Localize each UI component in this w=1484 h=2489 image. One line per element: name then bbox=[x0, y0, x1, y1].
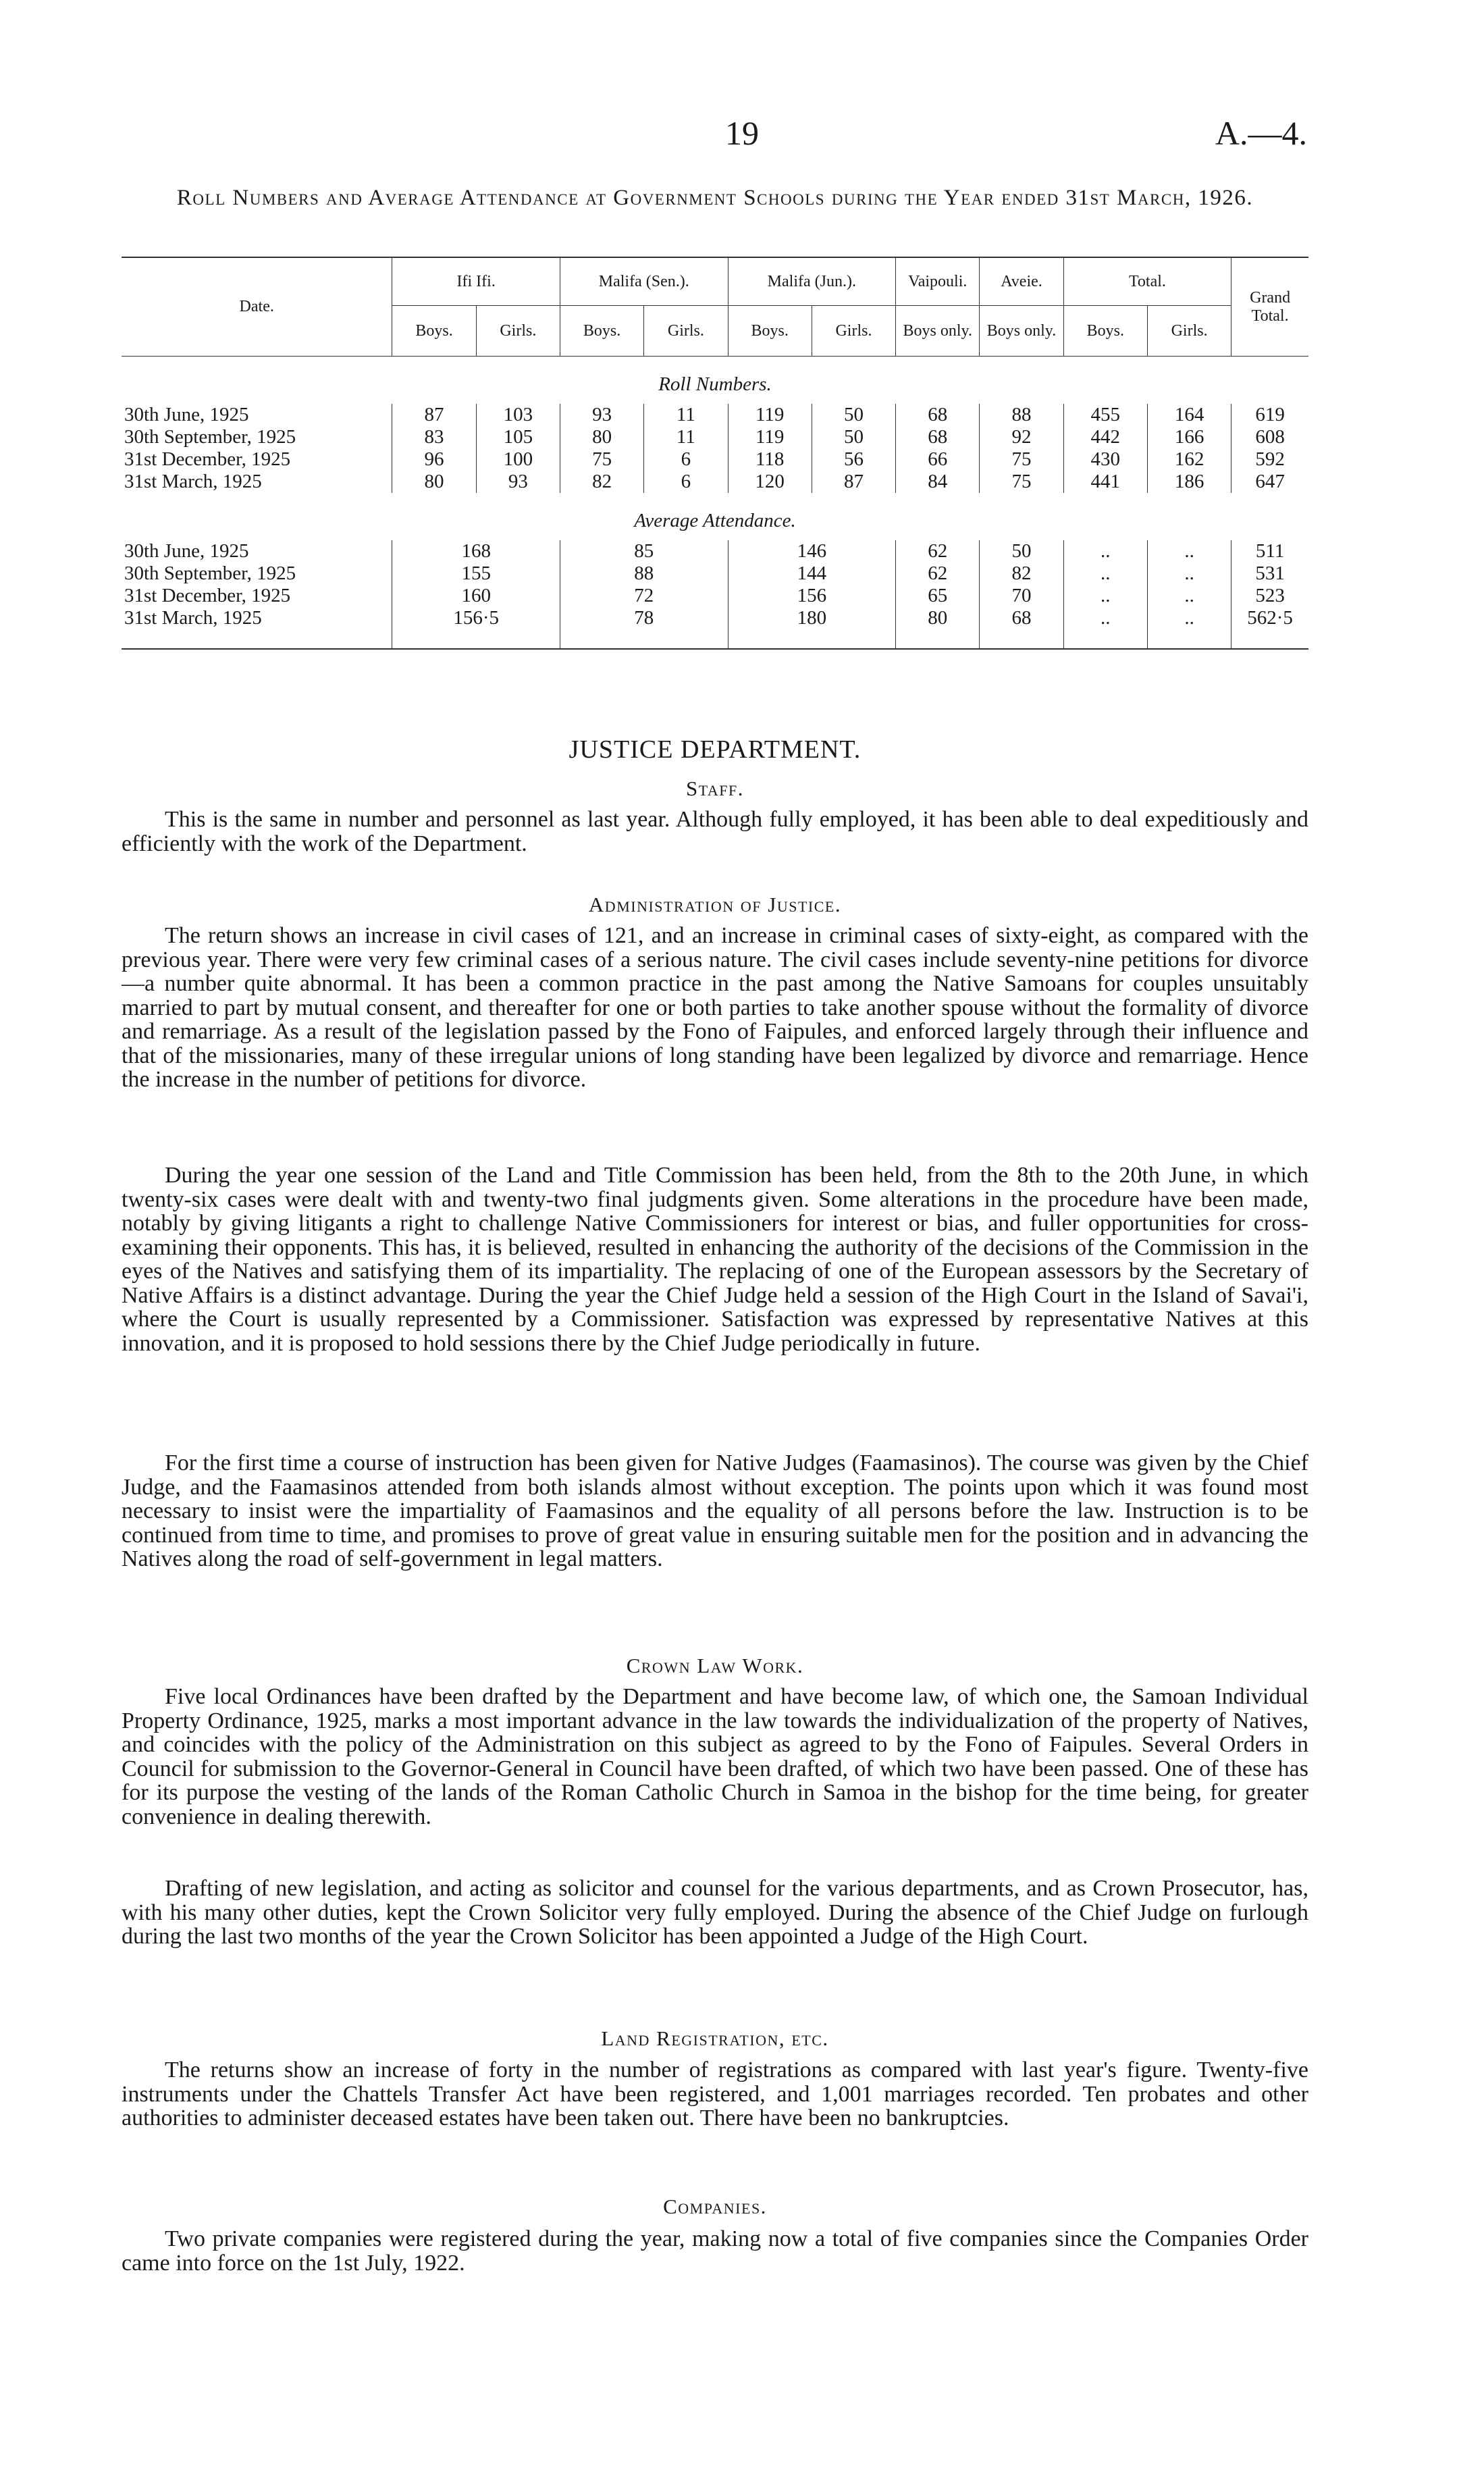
table-cell: 6 bbox=[644, 448, 728, 471]
paragraph-administration-3: For the first time a course of instruction has been given for Native Judges (Faamasinos). The course was given by the Chief Judge, and the Faamasinos attended from both islands almost without exception. The points upon which it was found most necessary to insist were the impartiality of Faamasinos and the equality of all persons before the law. Instruction is to be continued from time to time, and promises to prove of great value in ensuring suitable men for the position and in advancing the Natives along the road of self-government in legal matters. bbox=[122, 1450, 1308, 1571]
section-heading-justice: JUSTICE DEPARTMENT. bbox=[568, 735, 862, 764]
table-cell: 68 bbox=[980, 607, 1063, 629]
table-cell: 75 bbox=[980, 471, 1063, 493]
table-cell: .. bbox=[1147, 607, 1231, 629]
table-cell: 82 bbox=[980, 562, 1063, 585]
section-heading-crown-law: Crown Law Work. bbox=[626, 1654, 804, 1677]
section-heading-companies: Companies. bbox=[663, 2195, 767, 2218]
page-number: 19 bbox=[725, 114, 759, 152]
table-cell: 511 bbox=[1231, 540, 1308, 562]
table-cell: 75 bbox=[560, 448, 643, 471]
table-cell: .. bbox=[1063, 607, 1147, 629]
boys-header: Boys. bbox=[560, 306, 643, 357]
table-cell: 80 bbox=[560, 426, 643, 448]
table-cell: 11 bbox=[644, 426, 728, 448]
girls-header: Girls. bbox=[812, 306, 895, 357]
group-header-malifa-jun: Malifa (Jun.). bbox=[728, 257, 896, 306]
table-cell: 85 bbox=[560, 540, 728, 562]
table-cell: 430 bbox=[1063, 448, 1147, 471]
table-row bbox=[122, 562, 1308, 585]
table-cell: 11 bbox=[644, 404, 728, 426]
table-cell: .. bbox=[1063, 562, 1147, 585]
table-cell: 162 bbox=[1147, 448, 1231, 471]
table-cell: 103 bbox=[476, 404, 560, 426]
table-cell: 619 bbox=[1231, 404, 1308, 426]
table-cell: .. bbox=[1147, 585, 1231, 607]
boys-only-header: Boys only. bbox=[980, 306, 1063, 357]
table-cell: 156·5 bbox=[392, 607, 560, 629]
boys-only-header: Boys only. bbox=[896, 306, 980, 357]
average-attendance-label: Average Attendance. bbox=[634, 509, 796, 531]
table-cell: 93 bbox=[476, 471, 560, 493]
table-cell: .. bbox=[1147, 562, 1231, 585]
table-cell: 75 bbox=[980, 448, 1063, 471]
table-cell: 186 bbox=[1147, 471, 1231, 493]
boys-header: Boys. bbox=[392, 306, 476, 357]
table-cell: 68 bbox=[896, 404, 980, 426]
table-cell: 180 bbox=[728, 607, 896, 629]
table-cell: 87 bbox=[812, 471, 895, 493]
row-date: 31st March, 1925 bbox=[124, 607, 262, 629]
table-cell: 88 bbox=[980, 404, 1063, 426]
row-date: 31st March, 1925 bbox=[124, 471, 262, 492]
table-cell: 156 bbox=[728, 585, 896, 607]
table-cell: 455 bbox=[1063, 404, 1147, 426]
group-header-aveie: Aveie. bbox=[980, 257, 1063, 306]
group-header-total: Total. bbox=[1063, 257, 1231, 306]
roll-numbers-label: Roll Numbers. bbox=[658, 373, 772, 395]
table-cell: 93 bbox=[560, 404, 643, 426]
row-date: 30th June, 1925 bbox=[124, 404, 249, 425]
table-cell: 441 bbox=[1063, 471, 1147, 493]
row-date: 30th September, 1925 bbox=[124, 562, 296, 584]
table-cell: 56 bbox=[812, 448, 895, 471]
group-header-malifa-sen: Malifa (Sen.). bbox=[560, 257, 728, 306]
table-cell: 50 bbox=[980, 540, 1063, 562]
table-cell: 144 bbox=[728, 562, 896, 585]
table-cell: 87 bbox=[392, 404, 476, 426]
table-cell: 68 bbox=[896, 426, 980, 448]
table-cell: 78 bbox=[560, 607, 728, 629]
boys-header: Boys. bbox=[1063, 306, 1147, 357]
group-header-vaipouli: Vaipouli. bbox=[896, 257, 980, 306]
table-cell: 50 bbox=[812, 404, 895, 426]
table-cell: 80 bbox=[392, 471, 476, 493]
table-cell: 70 bbox=[980, 585, 1063, 607]
table-row bbox=[122, 426, 1308, 448]
paragraph-companies: Two private companies were registered during the year, making now a total of five companies since the Companies Order came into force on the 1st July, 1922. bbox=[122, 2226, 1308, 2276]
girls-header: Girls. bbox=[1147, 306, 1231, 357]
table-cell: 442 bbox=[1063, 426, 1147, 448]
table-cell: 119 bbox=[728, 404, 812, 426]
paragraph-administration-1: The return shows an increase in civil cases of 121, and an increase in criminal cases of sixty-eight, as compared with the previous year. There were very few criminal cases of a serious nature. The civil cases include seventy-nine petitions for divorce—a number quite abnormal. It has been a common practice in the past among the Native Samoans for couples unsuitably married to part by mutual consent, and thereafter for one or both parties to take another spouse without the formality of divorce and remarriage. As a result of the legislation passed by the Fono of Faipules, and enforced largely through their influence and that of the missionaries, many of these irregular unions of long standing have been legalized by divorce and remarriage. Hence the increase in the number of petitions for divorce. bbox=[122, 923, 1308, 1092]
table-cell: 168 bbox=[392, 540, 560, 562]
table-cell: 6 bbox=[644, 471, 728, 493]
grand-total-header: Grand Total. bbox=[1231, 257, 1308, 357]
group-header-ifi-ifi: Ifi Ifi. bbox=[392, 257, 560, 306]
section-heading-staff: Staff. bbox=[685, 777, 745, 800]
girls-header: Girls. bbox=[644, 306, 728, 357]
table-cell: .. bbox=[1063, 540, 1147, 562]
table-row bbox=[122, 540, 1308, 562]
section-heading-administration: Administration of Justice. bbox=[588, 893, 842, 916]
table-cell: 608 bbox=[1231, 426, 1308, 448]
section-heading-land-registration: Land Registration, etc. bbox=[601, 2026, 829, 2050]
table-cell: 50 bbox=[812, 426, 895, 448]
row-date: 31st December, 1925 bbox=[124, 585, 291, 606]
table-cell: 66 bbox=[896, 448, 980, 471]
table-row bbox=[122, 404, 1308, 426]
row-date: 30th September, 1925 bbox=[124, 426, 296, 448]
table-cell: 155 bbox=[392, 562, 560, 585]
document-reference: A.—4. bbox=[1215, 114, 1307, 152]
date-header: Date. bbox=[122, 257, 392, 357]
boys-header: Boys. bbox=[728, 306, 812, 357]
paragraph-administration-2: During the year one session of the Land and Title Commission has been held, from the 8th to the 20th June, in which twenty-six cases were dealt with and twenty-two final judgments given. Some alterations in the procedure have been made, notably by giving litigants a right to challenge Native Commissioners for interest or bias, and fuller opportunities for cross-examining their opponents. This has, it is believed, resulted in enhancing the authority of the decisions of the Commission in the eyes of the Natives and satisfying them of its impartiality. The replacing of one of the European assessors by the Secretary of Native Affairs is a distinct advantage. During the year the Chief Judge held a session of the High Court in the Island of Savai'i, where the Court is usually represented by a Commissioner. Satisfaction was expressed by representative Natives at this innovation, and it is proposed to hold sessions there by the Chief Judge periodically in future. bbox=[122, 1163, 1308, 1356]
table-cell: 531 bbox=[1231, 562, 1308, 585]
attendance-table bbox=[122, 257, 1308, 650]
table-cell: .. bbox=[1063, 585, 1147, 607]
table-cell: 164 bbox=[1147, 404, 1231, 426]
table-cell: 96 bbox=[392, 448, 476, 471]
paragraph-crown-law-2: Drafting of new legislation, and acting as solicitor and counsel for the various departments, and as Crown Prosecutor, has, with his many other duties, kept the Crown Solicitor very fully employed. During the absence of the Chief Judge on furlough during the last two months of the year the Crown Solicitor has been appointed a Judge of the High Court. bbox=[122, 1876, 1308, 1949]
table-cell: 166 bbox=[1147, 426, 1231, 448]
table-cell: 72 bbox=[560, 585, 728, 607]
table-cell: 119 bbox=[728, 426, 812, 448]
table-cell: 84 bbox=[896, 471, 980, 493]
table-cell: 82 bbox=[560, 471, 643, 493]
table-cell: 592 bbox=[1231, 448, 1308, 471]
girls-header: Girls. bbox=[476, 306, 560, 357]
table-cell: 62 bbox=[896, 540, 980, 562]
table-row bbox=[122, 585, 1308, 607]
table-row bbox=[122, 607, 1308, 629]
table-cell: 146 bbox=[728, 540, 896, 562]
table-row bbox=[122, 448, 1308, 471]
table-cell: 88 bbox=[560, 562, 728, 585]
table-cell: 65 bbox=[896, 585, 980, 607]
table-cell: 105 bbox=[476, 426, 560, 448]
table-cell: 160 bbox=[392, 585, 560, 607]
table-cell: 92 bbox=[980, 426, 1063, 448]
table-cell: .. bbox=[1147, 540, 1231, 562]
table-cell: 562·5 bbox=[1231, 607, 1308, 629]
table-cell: 83 bbox=[392, 426, 476, 448]
table-cell: 647 bbox=[1231, 471, 1308, 493]
paragraph-crown-law-1: Five local Ordinances have been drafted by the Department and have become law, of which one, the Samoan Individual Property Ordinance, 1925, marks a most important advance in the law towards the individualization of the property of Natives, and coincides with the policy of the Administration on this subject as agreed to by the Fono of Faipules. Several Orders in Council for submission to the Governor-General in Council have been drafted, of which two have been passed. One of these has for its purpose the vesting of the lands of the Roman Catholic Church in Samoa in the bishop for the time being, for greater convenience in dealing therewith. bbox=[122, 1684, 1308, 1829]
table-cell: 100 bbox=[476, 448, 560, 471]
row-date: 31st December, 1925 bbox=[124, 448, 291, 470]
table-cell: 118 bbox=[728, 448, 812, 471]
row-date: 30th June, 1925 bbox=[124, 540, 249, 562]
table-cell: 120 bbox=[728, 471, 812, 493]
table-cell: 523 bbox=[1231, 585, 1308, 607]
table-cell: 62 bbox=[896, 562, 980, 585]
paragraph-land-registration: The returns show an increase of forty in the number of registrations as compared with last year's figure. Twenty-five instruments under the Chattels Transfer Act have been registered, and 1,001 marriages recorded. Ten probates and other authorities to administer deceased estates have been taken out. There have been no bankruptcies. bbox=[122, 2058, 1308, 2130]
table-cell: 80 bbox=[896, 607, 980, 629]
paragraph-staff: This is the same in number and personnel as last year. Although fully employed, it has been able to deal expeditiously and efficiently with the work of the Department. bbox=[122, 807, 1308, 856]
table-row bbox=[122, 471, 1308, 493]
table-title: Roll Numbers and Average Attendance at Government Schools during the Year ended 31st March, 1926. bbox=[176, 186, 1254, 210]
